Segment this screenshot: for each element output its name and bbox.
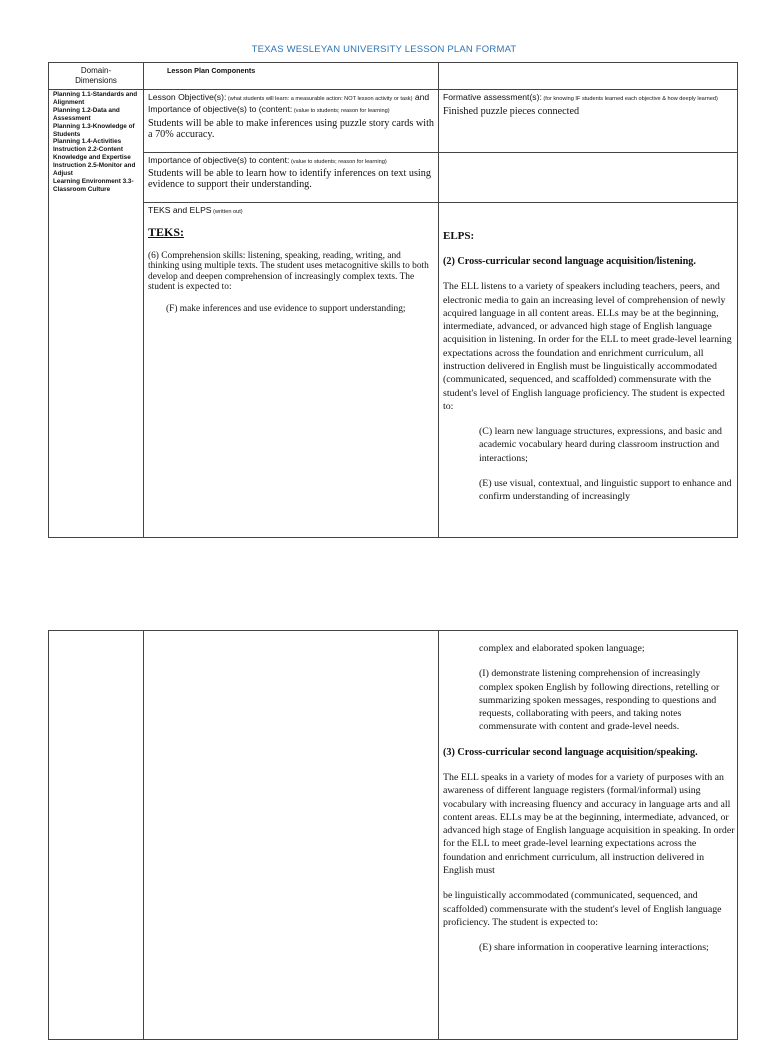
importance-cell: [148, 155, 435, 190]
importance-text: Students will be able to learn how to identify inferences on text using evidence to support their understanding.: [148, 168, 431, 191]
importance-label: and Importance of objective(s) to (content:: [148, 92, 430, 114]
domain-item: Planning 1.1-Standards and Alignment: [53, 91, 138, 106]
elps-item-c: (C) learn new language structures, expressions, and basic and academic vocabulary heard during classroom instruction and interactions;: [479, 426, 722, 464]
formative-assessment-note: (for knowing IF students learned each objective & how deeply learned): [541, 96, 718, 102]
lesson-objective-text: Students will be able to make inferences using puzzle story cards with a 70% accuracy.: [148, 118, 435, 141]
teks-item-f: (F) make inferences and use evidence to support understanding;: [166, 303, 406, 314]
elps-subheading-speaking: (3) Cross-curricular second language acquisition/speaking.: [443, 746, 698, 758]
lesson-plan-components-header: Lesson Plan Components: [167, 66, 256, 75]
elps-listening-paragraph: The ELL listens to a variety of speakers including teachers, peers, and electronic media to gain an increasing level of comprehension of newly acquired language in all content areas. ELLs may be at the beginning, intermediate, advanced, or advanced high stage of English language acquisition in listening. In order for the ELL to meet grade-level learning expectations across the foundation and enrichment curriculum, all instruction delivered in English must be linguistically accommodated (communicated, sequenced, and scaffolded) commensurate with the student's level of English language proficiency. The student is expected to:: [443, 281, 732, 412]
domain-item: Planning 1.3-Knowledge of Students: [53, 122, 135, 138]
formative-assessment-cell: [443, 92, 735, 117]
lesson-plan-table-continued: [48, 630, 738, 1040]
elps-item-e-continued: complex and elaborated spoken language;: [479, 643, 645, 654]
elps-cell: [443, 205, 735, 537]
elps-item-e-speaking: (E) share information in cooperative learning interactions;: [479, 942, 709, 954]
teks-heading: TEKS:: [148, 225, 185, 239]
importance-note: (value to students; reason for learning): [292, 108, 390, 114]
lesson-objective-cell: [148, 92, 435, 140]
elps-heading: ELPS:: [443, 230, 475, 242]
domain-item: Planning 1.4-Activities: [53, 138, 122, 146]
teks-paragraph: (6) Comprehension skills: listening, speaking, reading, writing, and thinking using multiple texts. The student uses metacognitive skills to both develop and deepen comprehension of increasingly complex texts. The student is expected to:: [148, 251, 429, 293]
importance-of-objective-label: Importance of objective(s) to content:: [148, 155, 290, 165]
elps-subheading-listening: (2) Cross-curricular second language acquisition/listening.: [443, 256, 696, 267]
elps-item-i: (I) demonstrate listening comprehension of increasingly complex spoken English by following directions, retelling or summarizing spoken messages, responding to questions and requests, collaborating with peers, and taking notes commensurate with content and grade-level needs.: [479, 668, 720, 733]
formative-assessment-label: Formative assessment(s):: [443, 92, 542, 102]
elps-speaking-paragraph-cont: be linguistically accommodated (communicated, sequenced, and scaffolded) commensurate with the student's level of English language proficiency. The student is expected to:: [443, 890, 722, 928]
domain-item: Instruction 2.2-Content Knowledge and Expertise: [53, 146, 131, 162]
elps-speaking-paragraph: The ELL speaks in a variety of modes for a variety of purposes with an awareness of different language registers (formal/informal) using vocabulary with increasing fluency and accuracy in language arts and all content areas. ELLs may be at the beginning, intermediate, advanced, or advanced high stage of English language acquisition in speaking. In order for the ELL to meet grade-level learning expectations across the foundation and enrichment curriculum, all instruction delivered in English must: [443, 771, 735, 877]
domain-dimensions-header: Domain- Dimensions: [75, 66, 117, 85]
importance-of-objective-note: (value to students; reason for learning): [289, 159, 387, 165]
teks-elps-note: (written out): [211, 209, 243, 215]
teks-cell: [148, 205, 432, 314]
domains-list: [53, 91, 141, 194]
lesson-objective-note: (what students will learn: a measurable action: NOT lesson activity or task): [226, 96, 413, 102]
domain-item: Learning Environment 3.3- Classroom Culture: [53, 177, 134, 193]
elps-item-e: (E) use visual, contextual, and linguistic support to enhance and confirm understanding of increasingly: [479, 478, 732, 503]
lesson-plan-table: [48, 62, 738, 538]
teks-elps-label: TEKS and ELPS: [148, 205, 212, 215]
lesson-objective-label: Lesson Objective(s):: [148, 92, 227, 102]
elps-cell-continued: [443, 642, 735, 955]
domain-item: Planning 1.2-Data and Assessment: [53, 106, 120, 122]
page-title: TEXAS WESLEYAN UNIVERSITY LESSON PLAN FORMAT: [251, 44, 517, 55]
domain-item: Instruction 2.5-Monitor and Adjust: [53, 162, 136, 178]
formative-assessment-text: Finished puzzle pieces connected: [443, 106, 580, 117]
